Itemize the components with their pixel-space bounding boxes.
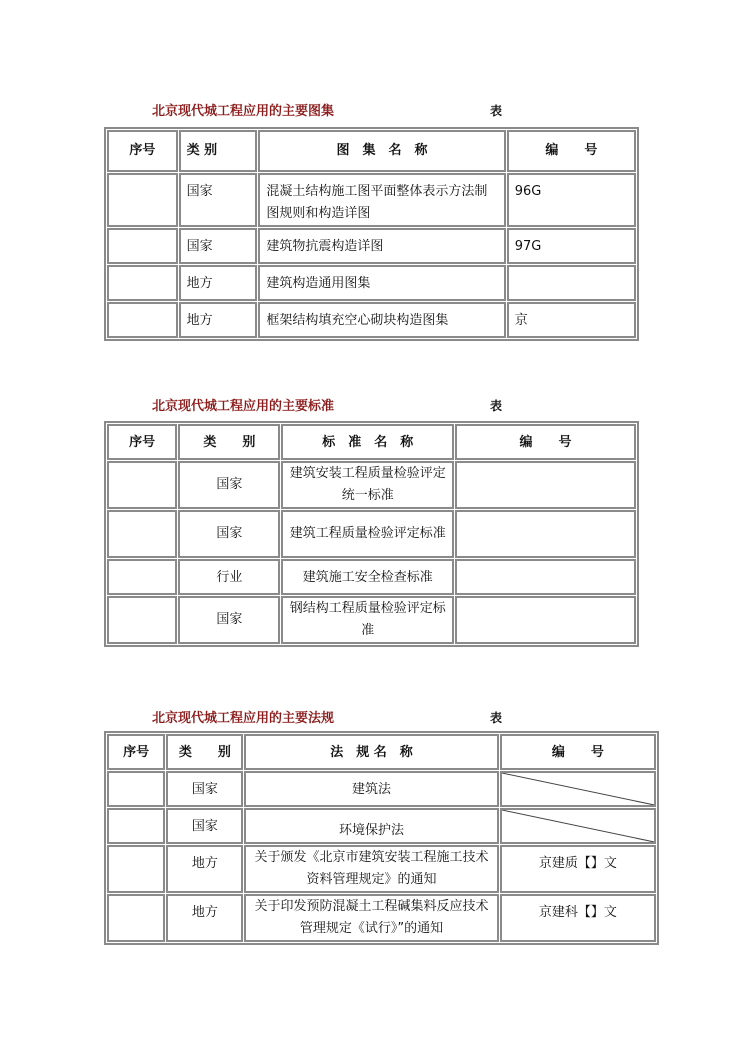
cell-seq xyxy=(107,265,178,301)
cell-type: 国家 xyxy=(179,228,258,264)
cell-code xyxy=(507,265,636,301)
cell-seq xyxy=(107,302,178,338)
header-name: 标 准 名 称 xyxy=(281,424,453,460)
header-name: 法 规 名 称 xyxy=(244,734,498,770)
table2-header-row xyxy=(107,424,636,460)
header-seq: 序号 xyxy=(107,130,178,172)
table-row xyxy=(107,596,636,644)
header-seq: 序号 xyxy=(107,734,165,770)
cell-type: 国家 xyxy=(166,808,243,844)
table1-header-row xyxy=(107,130,636,172)
table3-suffix: 表 xyxy=(490,711,503,725)
table-row xyxy=(107,228,636,264)
header-code: 编 号 xyxy=(507,130,636,172)
cell-type: 地方 xyxy=(179,265,258,301)
table1 xyxy=(104,127,639,341)
header-type: 类 别 xyxy=(179,130,258,172)
cell-type: 国家 xyxy=(178,596,280,644)
cell-seq xyxy=(107,808,165,844)
diagonal-line xyxy=(502,810,654,842)
cell-type: 国家 xyxy=(178,461,280,509)
cell-seq xyxy=(107,771,165,807)
cell-code: 96G xyxy=(507,173,636,227)
cell-seq xyxy=(107,894,165,942)
table-row xyxy=(107,461,636,509)
cell-name: 建筑施工安全检查标准 xyxy=(281,559,453,595)
cell-name: 环境保护法 xyxy=(244,808,498,844)
table2-suffix: 表 xyxy=(490,399,503,413)
table-row xyxy=(107,265,636,301)
cell-code xyxy=(455,559,636,595)
cell-name: 建筑构造通用图集 xyxy=(258,265,505,301)
cell-code xyxy=(455,461,636,509)
cell-type: 地方 xyxy=(179,302,258,338)
cell-code xyxy=(455,510,636,558)
table3 xyxy=(104,731,659,945)
cell-name: 建筑法 xyxy=(244,771,498,807)
table-row xyxy=(107,808,656,844)
header-type: 类 别 xyxy=(166,734,243,770)
cell-name: 关于颁发《北京市建筑安装工程施工技术资料管理规定》的通知 xyxy=(244,845,498,893)
cell-seq xyxy=(107,596,177,644)
cell-seq xyxy=(107,461,177,509)
cell-seq xyxy=(107,173,178,227)
table2 xyxy=(104,421,639,647)
table3-header-row xyxy=(107,734,656,770)
cell-type: 地方 xyxy=(166,894,243,942)
cell-code-empty-diagonal xyxy=(500,808,656,844)
cell-name: 建筑安装工程质量检验评定统一标准 xyxy=(281,461,453,509)
cell-type: 国家 xyxy=(178,510,280,558)
table-row xyxy=(107,894,656,942)
header-seq: 序号 xyxy=(107,424,177,460)
cell-name: 混凝土结构施工图平面整体表示方法制图规则和构造详图 xyxy=(258,173,505,227)
cell-seq xyxy=(107,559,177,595)
header-code: 编 号 xyxy=(455,424,636,460)
table-row xyxy=(107,302,636,338)
cell-name: 框架结构填充空心砌块构造图集 xyxy=(258,302,505,338)
cell-type: 国家 xyxy=(179,173,258,227)
cell-name: 钢结构工程质量检验评定标准 xyxy=(281,596,453,644)
cell-code xyxy=(455,596,636,644)
table1-suffix: 表 xyxy=(490,104,503,118)
cell-seq xyxy=(107,845,165,893)
cell-code-empty-diagonal xyxy=(500,771,656,807)
cell-seq xyxy=(107,228,178,264)
header-name: 图 集 名 称 xyxy=(258,130,505,172)
cell-name: 建筑物抗震构造详图 xyxy=(258,228,505,264)
cell-seq xyxy=(107,510,177,558)
cell-type: 国家 xyxy=(166,771,243,807)
cell-name: 建筑工程质量检验评定标准 xyxy=(281,510,453,558)
table2-title: 北京现代城工程应用的主要标准 xyxy=(152,399,335,414)
cell-type: 行业 xyxy=(178,559,280,595)
cell-code: 京建质【】文 xyxy=(500,845,656,893)
cell-code: 京 xyxy=(507,302,636,338)
header-code: 编 号 xyxy=(500,734,656,770)
cell-name: 关于印发预防混凝土工程碱集料反应技术管理规定《试行》”的通知 xyxy=(244,894,498,942)
table-row xyxy=(107,173,636,227)
table3-title: 北京现代城工程应用的主要法规 xyxy=(152,711,335,726)
table1-title: 北京现代城工程应用的主要图集 xyxy=(152,104,335,119)
table-row xyxy=(107,559,636,595)
cell-code: 97G xyxy=(507,228,636,264)
header-type: 类 别 xyxy=(178,424,280,460)
diagonal-line xyxy=(502,773,654,805)
table-row xyxy=(107,771,656,807)
cell-code: 京建科【】文 xyxy=(500,894,656,942)
cell-type: 地方 xyxy=(166,845,243,893)
table-row xyxy=(107,845,656,893)
table-row xyxy=(107,510,636,558)
